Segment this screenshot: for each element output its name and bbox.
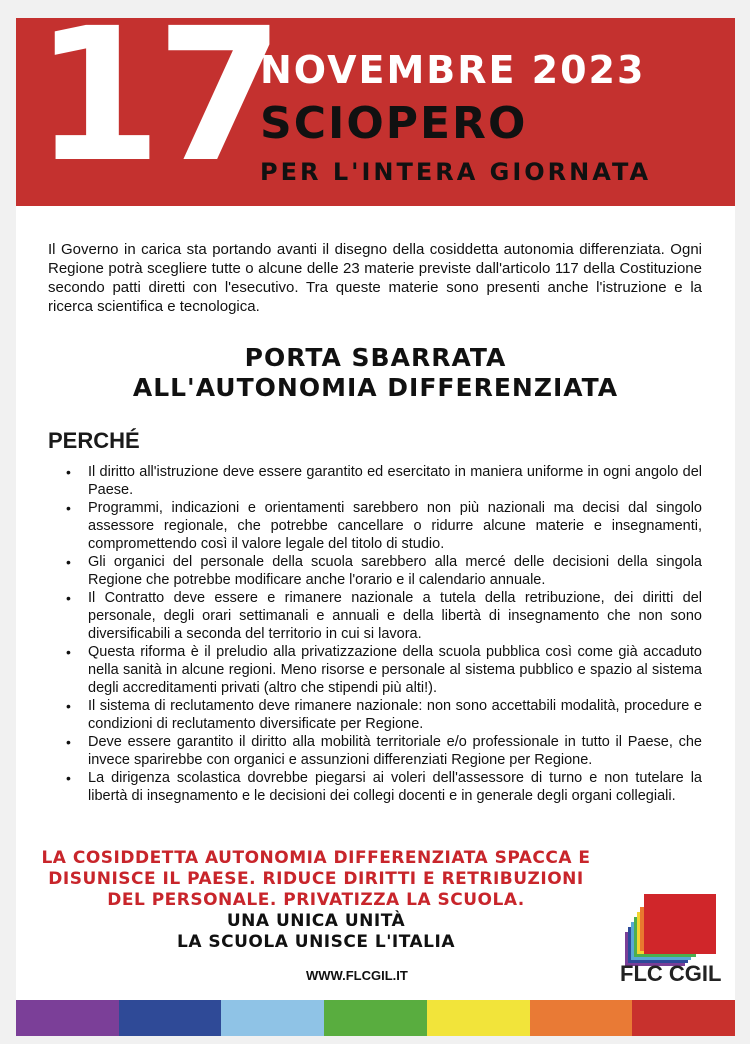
closing-slogan <box>16 848 616 953</box>
reason-item: • Il diritto all'istruzione deve essere garantito ed esercitato in maniera uniforme in ogni angolo del Paese. <box>66 463 702 499</box>
rainbow-stripe <box>427 1000 530 1036</box>
why-heading: PERCHÉ <box>48 428 140 453</box>
reason-item: • Programmi, indicazioni e orientamenti sarebbero non più nazionali ma decisi dal singolo assessore regionale, che potrebbe cancellare o ridurre alcune materie e insegnamenti, compromettendo così il valore legale del titolo di studio. <box>66 499 702 553</box>
reason-item: • Il sistema di reclutamento deve rimanere nazionale: non sono accettabili modalità, procedure e condizioni di reclutamento diversificate per Regione. <box>66 697 702 733</box>
slogan-line: UNA UNICA UNITÀ <box>226 911 406 931</box>
strike-subtitle: PER L'INTERA GIORNATA <box>260 158 652 186</box>
strike-day: 17 <box>34 18 279 203</box>
rainbow-stripe <box>119 1000 222 1036</box>
intro-paragraph: Il Governo in carica sta portando avanti il disegno della cosiddetta autonomia differenziata. Ogni Regione potrà scegliere tutte o alcune delle 23 materie previste dall'articolo 117 della Costituzione secondo patti diretti con l'esecutivo. Tra queste materie sono presenti anche l'istruzione e la ricerca scientifica e tecnologica. <box>48 241 702 315</box>
reason-item: • La dirigenza scolastica dovrebbe piegarsi ai voleri dell'assessore di turno e non tutelare la libertà di insegnamento e le decisioni dei collegi docenti e in generale degli organi collegiali. <box>66 769 702 805</box>
headline-line-1: PORTA SBARRATA <box>244 343 507 372</box>
website-link[interactable]: WWW.FLCGIL.IT <box>306 968 408 983</box>
rainbow-stripe <box>221 1000 324 1036</box>
header-banner <box>16 18 735 206</box>
strike-month-year: NOVEMBRE 2023 <box>260 48 646 92</box>
rainbow-stripe <box>530 1000 633 1036</box>
rainbow-footer-bar <box>16 1000 735 1036</box>
rainbow-stripe <box>16 1000 119 1036</box>
reason-item: • Deve essere garantito il diritto alla mobilità territoriale e/o professionale in tutto il Paese, che invece sparirebbe con organici e assunzioni differenziati Regione per Regione. <box>66 733 702 769</box>
reason-item: • Il Contratto deve essere e rimanere nazionale a tutela della retribuzione, dei diritti del personale, degli orari settimanali e annuali e della libertà di insegnamento che non sono diversificabili a seconda del territorio in cui si lavora. <box>66 589 702 643</box>
headline-line-2: ALL'AUTONOMIA DIFFERENZIATA <box>132 373 619 402</box>
strike-title: SCIOPERO <box>260 98 528 149</box>
reason-item: • Gli organici del personale della scuola sarebbero alla mercé delle decisioni della singola Regione che potrebbe modificare anche l'orario e il calendario annuale. <box>66 553 702 589</box>
reasons-list <box>66 463 702 805</box>
rainbow-stripe <box>324 1000 427 1036</box>
slogan-line: LA COSIDDETTA AUTONOMIA DIFFERENZIATA SPACCA E <box>41 848 591 868</box>
slogan-line: LA SCUOLA UNISCE L'ITALIA <box>176 932 455 952</box>
logo-text: FLC CGIL <box>620 961 722 986</box>
slogan-line: DISUNISCE IL PAESE. RIDUCE DIRITTI E RETRIBUZIONI <box>48 869 584 889</box>
main-headline <box>16 343 735 403</box>
slogan-line: DEL PERSONALE. PRIVATIZZA LA SCUOLA. <box>107 890 525 910</box>
rainbow-stripe <box>632 1000 735 1036</box>
flyer <box>16 18 735 1036</box>
reason-item: • Questa riforma è il preludio alla privatizzazione della scuola pubblica così come già accaduto nella sanità in alcune regioni. Meno risorse e personale al sistema pubblico e spazio al sistema degli accreditamenti privati (altro che stipendi più alti!). <box>66 643 702 697</box>
